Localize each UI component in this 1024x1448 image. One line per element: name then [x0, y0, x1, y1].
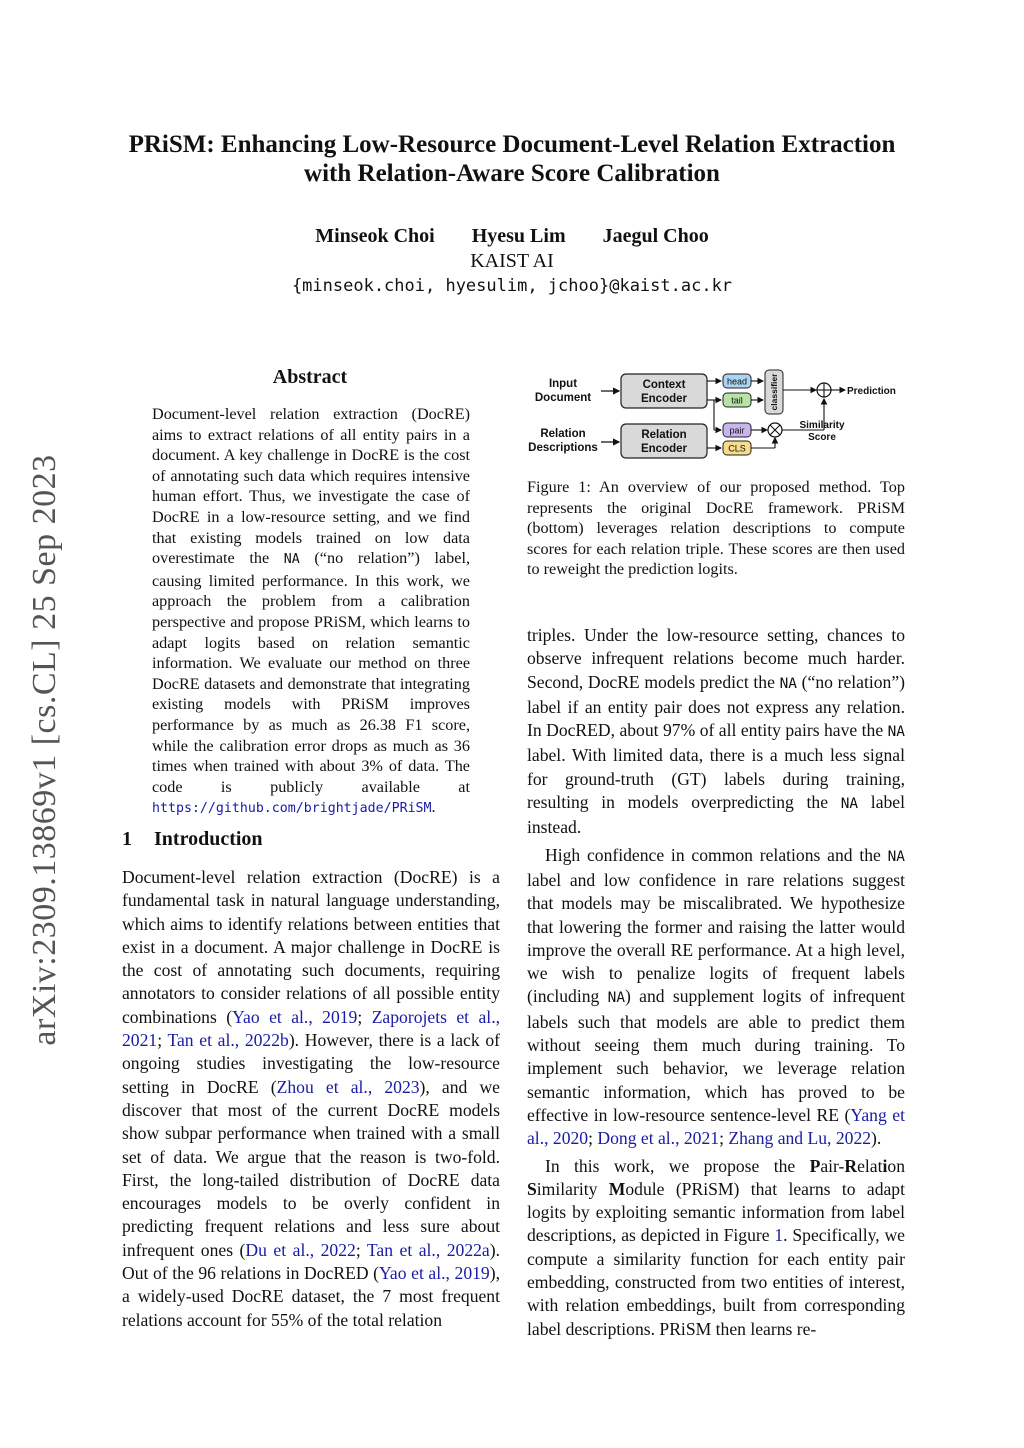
- abstract-text: .: [431, 798, 436, 817]
- label-line: Context: [642, 379, 686, 391]
- text: ). However, there is a lack of ongoing studies investigating the low-resource setting in DocRE (: [122, 1030, 501, 1097]
- citation[interactable]: Yao et al., 2019: [232, 1006, 358, 1027]
- paragraph: [122, 866, 500, 1332]
- citation[interactable]: Tan et al., 2022a: [366, 1239, 490, 1260]
- section-number: 1: [122, 828, 132, 850]
- intro-right-column: [527, 624, 905, 1341]
- text: elat: [857, 1155, 883, 1176]
- text: ;: [719, 1128, 729, 1149]
- acronym-letter: M: [608, 1178, 626, 1199]
- text: ;: [157, 1030, 168, 1051]
- paper-title: [0, 130, 1024, 188]
- citation[interactable]: Tan et al., 2022b: [167, 1030, 289, 1051]
- acronym-letter: R: [844, 1155, 858, 1176]
- na-label: NA: [283, 552, 300, 568]
- abstract-body: [152, 404, 470, 820]
- acronym-letter: P: [809, 1155, 821, 1176]
- relation-descriptions-label: [528, 428, 598, 454]
- paragraph: [527, 1155, 905, 1341]
- citation[interactable]: Zaporojets et al., 2021: [122, 1006, 500, 1051]
- na-label: NA: [840, 796, 859, 813]
- citation[interactable]: Yao et al., 2019: [378, 1263, 490, 1284]
- text: imilarity: [536, 1178, 609, 1199]
- text: ;: [357, 1006, 372, 1027]
- code-link[interactable]: https://github.com/brightjade/PRiSM: [152, 801, 432, 817]
- label-line: Relation: [540, 428, 586, 440]
- author-list: [0, 225, 1024, 248]
- paragraph: [527, 624, 905, 840]
- head-label: head: [726, 376, 748, 387]
- pair-label: pair: [729, 425, 745, 436]
- intro-left-column: [122, 866, 500, 1332]
- text: label instead.: [527, 792, 905, 838]
- text: on: [887, 1155, 905, 1176]
- text: . Specifically, we compute a similarity function for each entity pair embedding, constructed from two entities of interest, with relation embeddings, built from corresponding label descriptions. PRiSM then learns re-: [527, 1225, 905, 1339]
- author-emails: {minseok.choi, hyesulim, jchoo}@kaist.ac.kr: [291, 276, 733, 296]
- input-document-label: [535, 378, 591, 404]
- figure-1-diagram: [525, 366, 905, 466]
- text: (PRiSM) that learns to adapt logits by exploiting semantic information from label descriptions, as depicted in Figure: [527, 1178, 905, 1246]
- citation[interactable]: Dong et al., 2021: [597, 1128, 720, 1149]
- text: label and low confidence in rare relations suggest that models may be miscalibrated. We hypothesize that lowering the former and raising the latter would improve the overall RE performance. At a high level, we wish to penalize logits of frequent labels (including: [527, 869, 905, 1007]
- abstract-text: (“no relation”) label, causing limited performance. In this work, we approach the problem from a calibration perspective and propose PRiSM, which learns to adapt logits based on relation semantic information. We evaluate our method on three DocRE datasets and demonstrate that integrating existing models with PRiSM improves performance by as much as 26.38 F1 score, while the calibration error drops as much as 36 times when trained with about 3% of data. The code is publicly available at: [152, 549, 470, 796]
- abstract-text: Document-level relation extraction (DocRE) aims to extract relations of all entity pairs in a document. A key challenge in DocRE is the cost of annotating such data which requires intensive human effort. Thus, we investigate the case of DocRE in a low-resource setting, and we find that existing models trained on low data overestimate the: [152, 405, 470, 568]
- text: ;: [588, 1128, 598, 1149]
- text: ) and supplement logits of infrequent labels such that models are able to predict them without seeing them much during training. To implement such behavior, we leverage relation semantic information, which has proved to be effective in low-resource sentence-level RE (: [527, 986, 905, 1125]
- acronym-letter: i: [882, 1155, 888, 1176]
- label-line: Score: [808, 432, 836, 443]
- text: Document-level relation extraction (DocRE) is a fundamental task in natural language understanding, which aims to identify relations between entities that exist in a document. A major challenge in DocRE is the cost of annotating such documents, requiring annotators to consider relations of all possible entity combinations (: [122, 867, 500, 1027]
- citation[interactable]: Zhou et al., 2023: [276, 1076, 420, 1097]
- label-line: Similarity: [799, 420, 845, 431]
- similarity-score-label: [799, 420, 844, 443]
- label-line: Encoder: [640, 393, 688, 405]
- text: High confidence in common relations and the: [545, 844, 888, 865]
- text: air-: [820, 1155, 845, 1176]
- cls-label: CLS: [728, 443, 746, 454]
- citation[interactable]: Yang et al., 2020: [527, 1104, 905, 1149]
- paragraph: [527, 844, 905, 1151]
- multiply-operator-icon: [768, 423, 782, 437]
- figure-reference[interactable]: 1: [774, 1225, 784, 1246]
- text: label. With limited data, there is a much less signal for ground-truth (GT) labels during training, resulting in models overpredicting the: [527, 745, 905, 813]
- text: ;: [355, 1239, 367, 1260]
- author-2: Hyesu Lim: [471, 225, 566, 247]
- text: (“no relation”) label if an entity pair does not express any relation. In DocRED, about 97% of all entity pairs have the: [527, 671, 906, 741]
- text: ), and we discover that most of the current DocRE models show subpar performance when trained with a small set of data. We argue that the reason is two-fold. First, the long-tailed distribution of DocRE data encourages models to be overly confident in predicting frequent relations and less sure about infrequent ones (: [122, 1076, 500, 1260]
- author-3: Jaegul Choo: [602, 225, 709, 247]
- label-line: Descriptions: [528, 442, 598, 454]
- arxiv-sidebar: [8, 450, 82, 1050]
- arxiv-identifier: arXiv:2309.13869v1 [cs.CL] 25 Sep 2023: [26, 454, 63, 1046]
- title-line-1: PRiSM: Enhancing Low-Resource Document-Level Relation Extraction: [128, 131, 896, 158]
- section-title: Introduction: [154, 828, 263, 850]
- add-operator-icon: [817, 383, 831, 397]
- author-1: Minseok Choi: [315, 225, 435, 247]
- acronym-letter: S: [527, 1178, 537, 1199]
- section-heading: [122, 828, 263, 851]
- na-label: NA: [607, 990, 626, 1007]
- label-line: Input: [548, 378, 578, 390]
- affiliation: KAIST AI: [470, 250, 554, 272]
- text: triples. Under the low-resource setting, chances to observe infrequent relations become much harder. Second, DocRE models predict the: [527, 625, 905, 692]
- na-label: NA: [887, 848, 905, 865]
- tail-label: tail: [731, 395, 743, 406]
- citation[interactable]: Du et al., 2022: [245, 1239, 356, 1260]
- label-line: Relation: [641, 429, 687, 441]
- text: odule: [625, 1178, 665, 1199]
- label-line: Encoder: [640, 443, 688, 455]
- figure-caption: Figure 1: An overview of our proposed method. Top represents the original DocRE framework. PRiSM (bottom) leverages relation descriptions to compute scores for each relation triple. These scores are then used to reweight the prediction logits.: [527, 478, 905, 579]
- title-line-2: with Relation-Aware Score Calibration: [304, 160, 720, 187]
- abstract-heading: Abstract: [272, 366, 348, 388]
- text: ). Out of the 96 relations in DocRED (: [122, 1239, 500, 1284]
- classifier-label: classifier: [769, 373, 779, 411]
- citation[interactable]: Zhang and Lu, 2022: [728, 1128, 872, 1149]
- na-label: NA: [779, 675, 797, 692]
- prediction-label: Prediction: [847, 386, 896, 397]
- text: In this work, we propose the: [545, 1155, 810, 1176]
- na-label: NA: [887, 724, 905, 741]
- label-line: Document: [534, 392, 592, 404]
- text: ), a widely-used DocRE dataset, the 7 most frequent relations account for 55% of the total relation: [122, 1263, 500, 1330]
- text: ).: [871, 1128, 882, 1149]
